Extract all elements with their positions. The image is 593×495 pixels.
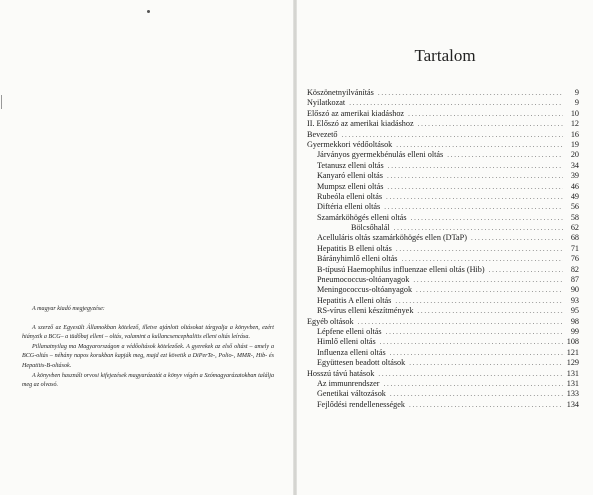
toc-dot-leader — [447, 150, 563, 160]
publisher-note-paragraph: A könyvben használt orvosi kifejezések magyarázatát a könyv végén a Szómagyarázatokban találja meg az olvasó. — [22, 372, 274, 389]
page-title: Tartalom — [414, 46, 476, 65]
toc-entry-page-number: 39 — [570, 171, 579, 181]
toc-dot-leader — [341, 130, 563, 140]
toc-entry-label: Együttesen beadott oltások — [317, 358, 406, 368]
toc-entry-label: Hepatitis A elleni oltás — [317, 295, 392, 305]
toc-entry-label: Bárányhimlő elleni oltás — [317, 254, 398, 264]
toc-dot-leader — [387, 171, 563, 181]
toc-entry — [307, 213, 579, 223]
toc-dot-leader — [390, 389, 563, 399]
toc-entry-label: Bölcsőhalál — [351, 223, 390, 233]
toc-entry-label: Gyermekkori védőoltások — [307, 139, 393, 149]
toc-dot-leader — [411, 213, 563, 223]
page-mark — [147, 10, 150, 13]
toc-entry-page-number: 99 — [570, 326, 579, 336]
publisher-note-heading: A magyar kiadó megjegyzése: — [32, 306, 105, 312]
toc-dot-leader — [417, 306, 563, 316]
toc-entry-label: Bevezető — [307, 129, 338, 139]
publisher-note-paragraph: Pillanatnyilag ma Magyarországon a védőoltások kötelezőek. A gyerekek az első oltást – amely a BCG-oltás – néhány napos korukban kapják meg, majd ezt követik a DiPerTe-, Polio-, MMR-, Hib- és Hepatitis-B-oltások. — [22, 343, 274, 369]
toc-entry-page-number: 82 — [570, 264, 579, 274]
toc-dot-leader — [413, 275, 563, 285]
toc-entry-label: Himlő elleni oltás — [317, 337, 376, 347]
toc-dot-leader — [386, 192, 563, 202]
toc-entry-page-number: 121 — [566, 347, 579, 357]
toc-entry — [307, 150, 579, 160]
toc-entry-label: Hosszú távú hatások — [307, 368, 375, 378]
toc-entry — [307, 254, 579, 264]
toc-entry-label: Diftéria elleni oltás — [317, 202, 381, 212]
toc-dot-leader — [386, 327, 563, 337]
toc-entry-label: Influenza elleni oltás — [317, 347, 386, 357]
toc-entry-page-number: 129 — [566, 358, 579, 368]
toc-dot-leader — [471, 233, 563, 243]
toc-entry-page-number: 9 — [574, 98, 579, 108]
page-edge-mark — [1, 95, 2, 109]
toc-entry-page-number: 134 — [566, 399, 579, 409]
toc-entry-label: Hepatitis B elleni oltás — [317, 243, 392, 253]
toc-entry-page-number: 93 — [570, 295, 579, 305]
toc-dot-leader — [409, 400, 563, 410]
toc-dot-leader — [384, 202, 563, 212]
toc-entry — [307, 306, 579, 316]
toc-entry-page-number: 46 — [570, 181, 579, 191]
toc-dot-leader — [402, 254, 564, 264]
toc-entry — [307, 140, 579, 150]
toc-dot-leader — [387, 182, 563, 192]
right-page — [297, 0, 593, 495]
toc-entry-page-number: 76 — [570, 254, 579, 264]
toc-dot-leader — [378, 369, 563, 379]
toc-entry-label: Fejlődési rendellenességek — [317, 399, 405, 409]
toc-dot-leader — [388, 161, 563, 171]
toc-entry-page-number: 131 — [566, 378, 579, 388]
toc-dot-leader — [384, 379, 563, 389]
toc-entry-page-number: 98 — [570, 316, 579, 326]
toc-entry-page-number: 90 — [570, 285, 579, 295]
toc-dot-leader — [408, 109, 563, 119]
toc-entry-page-number: 10 — [570, 108, 579, 118]
toc-entry — [307, 296, 579, 306]
left-page — [0, 0, 294, 495]
toc-entry-label: Köszönetnyilvánítás — [307, 88, 374, 97]
toc-entry-label: Acelluláris oltás szamárköhögés ellen (DTaP) — [317, 233, 467, 243]
toc-entry — [307, 348, 579, 358]
toc-entry-page-number: 34 — [570, 160, 579, 170]
toc-entry — [307, 233, 579, 243]
toc-entry — [307, 130, 579, 140]
toc-entry-page-number: 49 — [570, 191, 579, 201]
toc-entry-page-number: 19 — [570, 139, 579, 149]
toc-entry — [307, 285, 579, 295]
toc-dot-leader — [390, 348, 563, 358]
toc-entry-page-number: 71 — [570, 243, 579, 253]
toc-dot-leader — [489, 265, 563, 275]
toc-entry-page-number: 108 — [566, 337, 579, 347]
toc-entry-page-number: 68 — [570, 233, 579, 243]
toc-entry — [307, 265, 579, 275]
toc-entry — [307, 244, 579, 254]
toc-entry-label: Genetikai változások — [317, 389, 386, 399]
toc-entry-label: Pneumococcus-oltóanyagok — [317, 275, 410, 285]
toc-entry-label: Rubeóla elleni oltás — [317, 191, 383, 201]
toc-entry-label: Egyéb oltások — [307, 316, 354, 326]
toc-entry — [307, 109, 579, 119]
toc-dot-leader — [409, 358, 563, 368]
toc-entry — [307, 379, 579, 389]
toc-entry — [307, 192, 579, 202]
toc-entry-page-number: 20 — [570, 150, 579, 160]
publisher-note-paragraph: A szerző az Egyesült Államokban kötelező, illetve ajánlott oltásokat tárgyalja a könyvben, ezért hiányzik a BCG– a tüdőbaj elleni – oltás, valamint a kullancsencephalitis elleni oltás leírása. — [22, 324, 274, 341]
toc-entry — [307, 202, 579, 212]
toc-entry-label: Mumpsz elleni oltás — [317, 181, 384, 191]
toc-entry — [307, 98, 579, 108]
toc-entry-label: Lépfene elleni oltás — [317, 326, 382, 336]
toc-entry — [307, 182, 579, 192]
publisher-note — [22, 305, 274, 391]
toc-entry-page-number: 87 — [570, 275, 579, 285]
toc-dot-leader — [416, 285, 563, 295]
toc-dot-leader — [349, 98, 563, 108]
toc-entry — [307, 171, 579, 181]
toc-entry-label: Az immunrendszer — [317, 378, 380, 388]
toc-dot-leader — [396, 140, 563, 150]
toc-entry — [307, 369, 579, 379]
toc-entry — [307, 119, 579, 129]
toc-entry — [307, 389, 579, 399]
table-of-contents — [307, 88, 579, 410]
toc-entry-page-number: 58 — [570, 212, 579, 222]
toc-entry-label: Nyilatkozat — [307, 98, 346, 108]
toc-entry-label: II. Előszó az amerikai kiadáshoz — [307, 119, 414, 129]
toc-entry-page-number: 9 — [574, 88, 579, 97]
toc-entry-label: RS-vírus elleni készítmények — [317, 306, 414, 316]
toc-entry-label: Tetanusz elleni oltás — [317, 160, 384, 170]
toc-entry — [307, 358, 579, 368]
toc-entry — [307, 161, 579, 171]
toc-entry-page-number: 131 — [566, 368, 579, 378]
toc-entry-page-number: 133 — [566, 389, 579, 399]
toc-entry — [307, 223, 579, 233]
toc-entry — [307, 400, 579, 410]
toc-dot-leader — [380, 337, 563, 347]
toc-dot-leader — [396, 244, 563, 254]
toc-entry-label: Szamárköhögés elleni oltás — [317, 212, 407, 222]
toc-entry-label: Meningococcus-oltóanyagok — [317, 285, 413, 295]
toc-entry-page-number: 12 — [570, 119, 579, 129]
toc-entry-page-number: 16 — [570, 129, 579, 139]
toc-entry-page-number: 56 — [570, 202, 579, 212]
toc-dot-leader — [395, 296, 563, 306]
toc-dot-leader — [378, 88, 563, 98]
toc-dot-leader — [394, 223, 563, 233]
toc-entry — [307, 337, 579, 347]
toc-entry-page-number: 62 — [570, 223, 579, 233]
toc-entry — [307, 317, 579, 327]
toc-dot-leader — [358, 317, 563, 327]
toc-entry-label: Előszó az amerikai kiadáshoz — [307, 108, 405, 118]
toc-dot-leader — [418, 119, 563, 129]
toc-entry-label: B-típusú Haemophilus influenzae elleni oltás (Hib) — [317, 264, 485, 274]
toc-entry — [307, 275, 579, 285]
toc-entry-label: Járványos gyermekbénulás elleni oltás — [317, 150, 444, 160]
toc-entry-label: Kanyaró elleni oltás — [317, 171, 383, 181]
toc-entry-page-number: 95 — [570, 306, 579, 316]
toc-entry — [307, 327, 579, 337]
toc-entry — [307, 88, 579, 98]
